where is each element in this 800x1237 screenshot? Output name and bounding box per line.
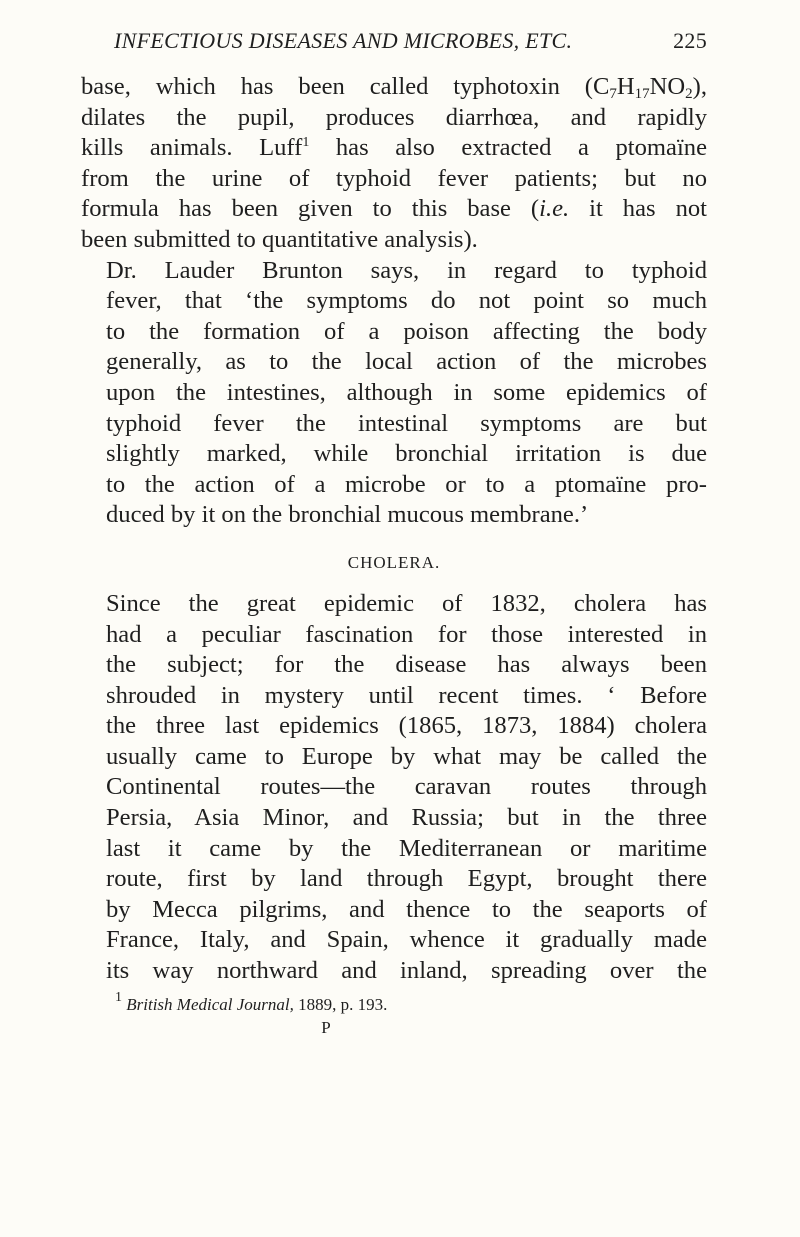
text-line: Continental routes—the caravan routes through [106, 773, 707, 801]
text-line: had a peculiar fascination for those interested in [106, 620, 707, 648]
running-head [114, 28, 707, 54]
text-line: fever, that ‘the symptoms do not point so much [106, 287, 707, 315]
text-line: to the formation of a poison affecting the body [106, 317, 707, 345]
text-line: the subject; for the disease has always been [106, 651, 707, 679]
footnote [81, 989, 707, 1015]
text-line: typhoid fever the intestinal symptoms are but [106, 409, 707, 437]
text-line: dilates the pupil, produces diarrhœa, and rapidly [81, 103, 707, 131]
text-line: duced by it on the bronchial mucous membrane.’ [106, 501, 589, 529]
text-line: upon the intestines, although in some epidemics of [106, 378, 707, 406]
text-line: its way northward and inland, spreading over the [106, 957, 707, 985]
text-line: slightly marked, while bronchial irritation is due [106, 440, 707, 468]
text-line: formula has been given to this base (i.e. it has not [81, 195, 707, 223]
footnote-source: British Medical Journal, [126, 994, 294, 1014]
paragraph-cholera [81, 589, 707, 987]
footnote-marker: 1 [115, 989, 122, 1005]
signature-mark: P [321, 1017, 331, 1037]
text-line: Since the great epidemic of 1832, cholera has [106, 589, 707, 617]
footnote-reference: 1 [302, 135, 310, 151]
running-title: INFECTIOUS DISEASES AND MICROBES, ETC. [114, 28, 573, 53]
text-line: kills animals. Luff$^1$ has also extracted a ptomaïne [81, 134, 707, 162]
text-line: usually came to Europe by what may be called the [106, 742, 707, 770]
text-line: last it came by the Mediterranean or maritime [106, 834, 707, 862]
text-line: route, first by land through Egypt, brought there [106, 865, 707, 893]
text-line: France, Italy, and Spain, whence it gradually made [106, 926, 707, 954]
footnote-details: 1889, p. 193. [293, 994, 388, 1014]
text-line: base, which has been called typhotoxin $(C_7H_{17}NO_2)$, [81, 73, 707, 102]
page-number: 225 [673, 28, 707, 53]
paragraph-brunton-quote [81, 256, 707, 531]
text-line: the three last epidemics (1865, 1873, 1884) cholera [106, 712, 707, 740]
paragraph-typhotoxin [81, 72, 707, 256]
text-line: shrouded in mystery until recent times. ‘ Before [106, 681, 707, 709]
book-page [81, 28, 707, 1038]
text-line: Dr. Lauder Brunton says, in regard to typhoid [106, 256, 707, 284]
text-line: to the action of a microbe or to a ptomaïne pro- [106, 470, 707, 498]
text-line: been submitted to quantitative analysis). [81, 225, 478, 253]
text-line: by Mecca pilgrims, and thence to the seaports of [106, 895, 707, 923]
text-line: from the urine of typhoid fever patients; but no [81, 164, 707, 192]
section-heading-cholera: CHOLERA. [347, 552, 441, 572]
text-line: generally, as to the local action of the microbes [106, 348, 707, 376]
text-line: Persia, Asia Minor, and Russia; but in the three [106, 804, 707, 832]
